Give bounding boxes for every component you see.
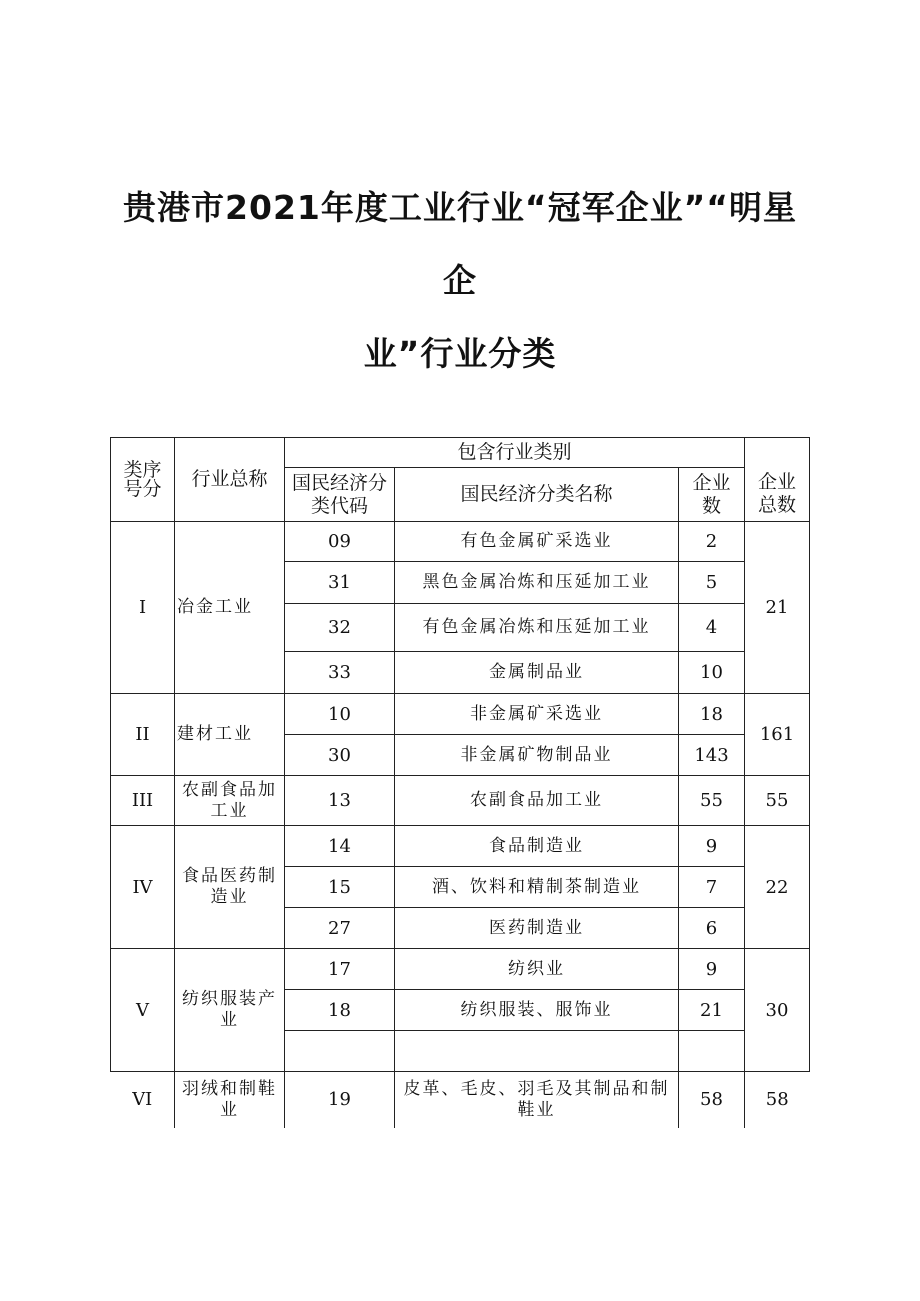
group-total: 21 bbox=[745, 522, 810, 694]
row-count: 9 bbox=[679, 949, 745, 990]
row-code: 33 bbox=[285, 652, 395, 694]
row-code: 18 bbox=[285, 990, 395, 1031]
group-total: 30 bbox=[745, 949, 810, 1072]
row-name: 酒、饮料和精制茶制造业 bbox=[395, 867, 679, 908]
row-name: 农副食品加工业 bbox=[395, 776, 679, 826]
row-count: 10 bbox=[679, 652, 745, 694]
row-name: 食品制造业 bbox=[395, 826, 679, 867]
group-seq: II bbox=[111, 694, 175, 776]
document-title-line2: 业”行业分类 bbox=[363, 334, 557, 373]
document-title-line1: 贵港市2021年度工业行业“冠军企业”“明星 bbox=[123, 188, 797, 227]
row-code: 30 bbox=[285, 735, 395, 776]
group-industry: 纺织服装产业 bbox=[175, 949, 285, 1072]
row-code: 31 bbox=[285, 562, 395, 604]
row-count: 7 bbox=[679, 867, 745, 908]
row-name: 非金属矿物制品业 bbox=[395, 735, 679, 776]
row-name: 有色金属冶炼和压延加工业 bbox=[395, 604, 679, 652]
group-total: 22 bbox=[745, 826, 810, 949]
row-count: 6 bbox=[679, 908, 745, 949]
row-name: 医药制造业 bbox=[395, 908, 679, 949]
row-code: 15 bbox=[285, 867, 395, 908]
header-total: 企业总数 bbox=[745, 468, 810, 522]
row-code: 19 bbox=[285, 1072, 395, 1128]
header-seq: 类序号分 bbox=[111, 438, 175, 522]
group-industry: 冶金工业 bbox=[175, 522, 285, 694]
group-total: 161 bbox=[745, 694, 810, 776]
row-count bbox=[679, 1031, 745, 1072]
header-industry: 行业总称 bbox=[175, 438, 285, 522]
group-seq: I bbox=[111, 522, 175, 694]
row-count: 58 bbox=[679, 1072, 745, 1128]
header-count: 企业数 bbox=[679, 468, 745, 522]
row-name: 有色金属矿采选业 bbox=[395, 522, 679, 562]
row-name: 黑色金属冶炼和压延加工业 bbox=[395, 562, 679, 604]
group-total: 58 bbox=[745, 1072, 810, 1128]
group-seq: III bbox=[111, 776, 175, 826]
row-name: 纺织业 bbox=[395, 949, 679, 990]
header-includes: 包含行业类别 bbox=[285, 438, 745, 468]
row-name: 皮革、毛皮、羽毛及其制品和制鞋业 bbox=[395, 1072, 679, 1128]
row-name: 金属制品业 bbox=[395, 652, 679, 694]
row-code: 32 bbox=[285, 604, 395, 652]
row-code: 09 bbox=[285, 522, 395, 562]
group-seq: IV bbox=[111, 826, 175, 949]
row-count: 4 bbox=[679, 604, 745, 652]
header-blank bbox=[745, 438, 810, 468]
row-code bbox=[285, 1031, 395, 1072]
group-industry: 羽绒和制鞋业 bbox=[175, 1072, 285, 1128]
row-count: 21 bbox=[679, 990, 745, 1031]
row-count: 18 bbox=[679, 694, 745, 735]
row-name bbox=[395, 1031, 679, 1072]
row-name: 非金属矿采选业 bbox=[395, 694, 679, 735]
row-count: 5 bbox=[679, 562, 745, 604]
row-count: 9 bbox=[679, 826, 745, 867]
row-count: 2 bbox=[679, 522, 745, 562]
group-seq: VI bbox=[111, 1072, 175, 1128]
industry-classification-table bbox=[110, 437, 810, 1128]
header-name: 国民经济分类名称 bbox=[395, 468, 679, 522]
row-count: 55 bbox=[679, 776, 745, 826]
group-seq: V bbox=[111, 949, 175, 1072]
header-code: 国民经济分类代码 bbox=[285, 468, 395, 522]
row-code: 27 bbox=[285, 908, 395, 949]
group-industry: 食品医药制造业 bbox=[175, 826, 285, 949]
row-code: 17 bbox=[285, 949, 395, 990]
row-count: 143 bbox=[679, 735, 745, 776]
row-name: 纺织服装、服饰业 bbox=[395, 990, 679, 1031]
row-code: 10 bbox=[285, 694, 395, 735]
group-industry: 农副食品加工业 bbox=[175, 776, 285, 826]
group-industry: 建材工业 bbox=[175, 694, 285, 776]
row-code: 13 bbox=[285, 776, 395, 826]
row-code: 14 bbox=[285, 826, 395, 867]
document-title-line1-wrap: 企 bbox=[443, 261, 477, 300]
group-total: 55 bbox=[745, 776, 810, 826]
